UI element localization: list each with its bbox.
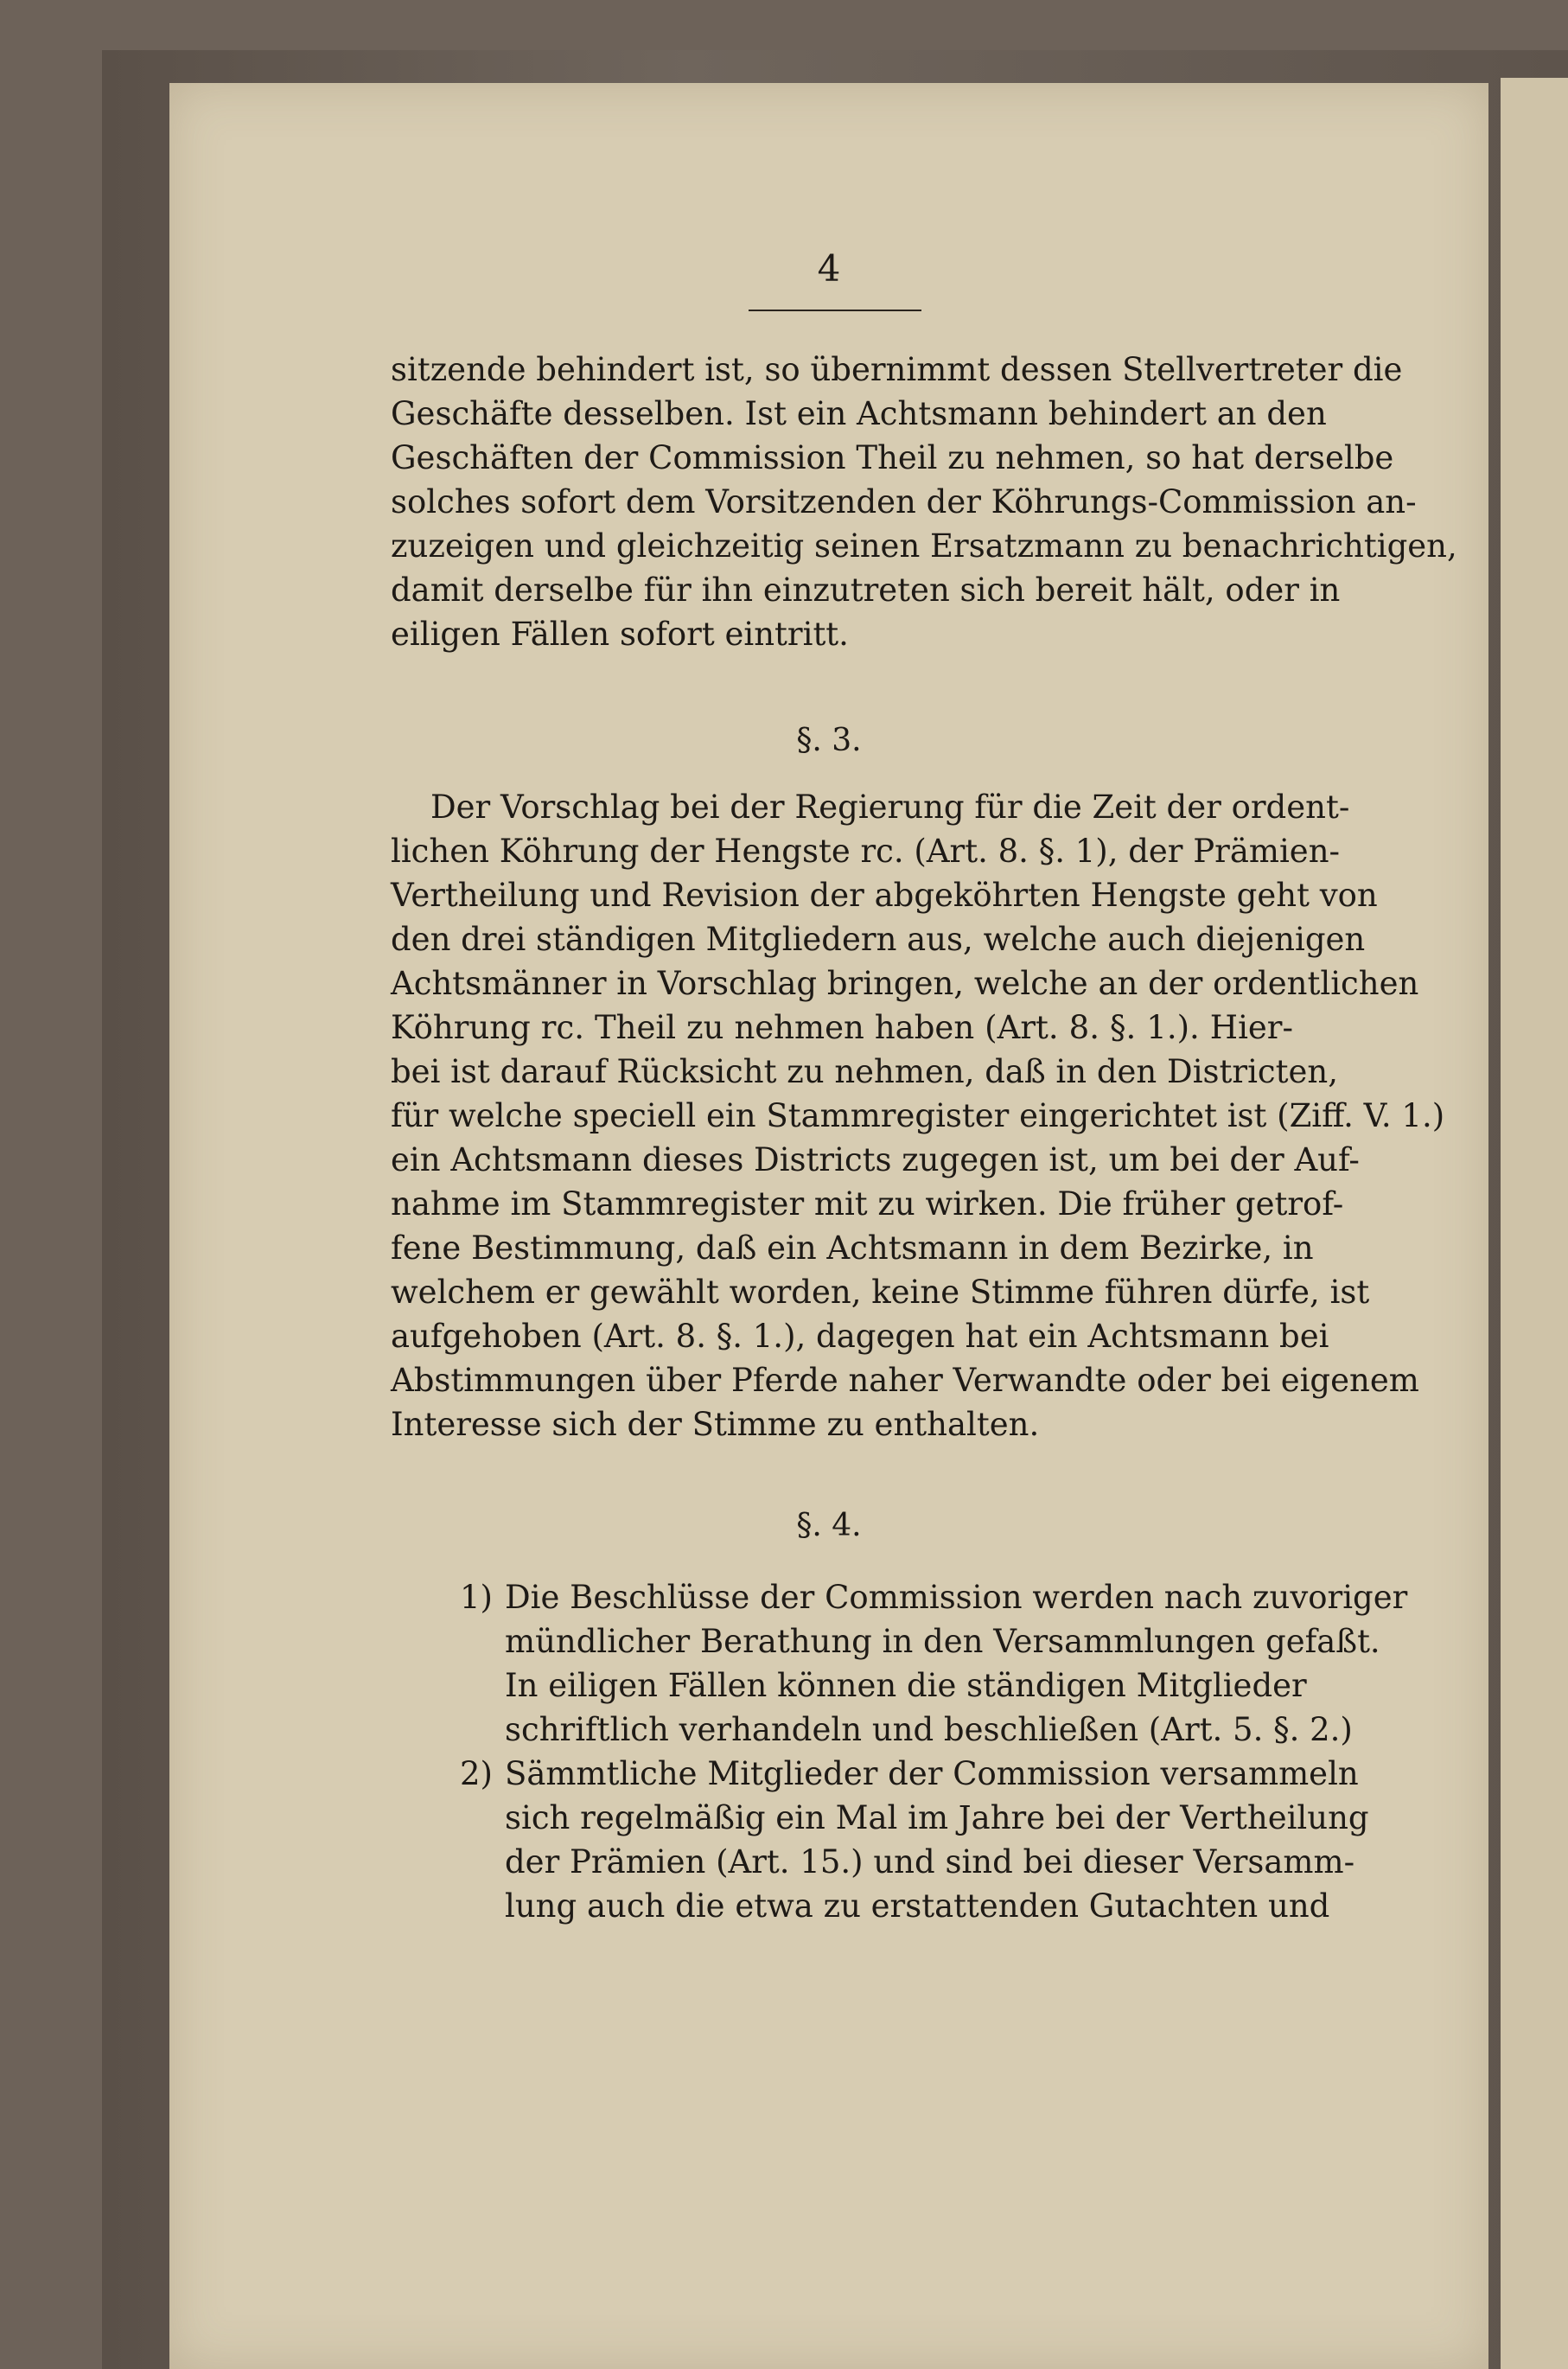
text-line: solches sofort dem Vorsitzenden der Köhrungs-Commission an- [391,483,1417,520]
section-4-heading: §. 4. [796,1508,862,1543]
text-line: Geschäfte desselben. Ist ein Achtsmann behindert an den [391,395,1327,432]
text-line: ein Achtsmann dieses Districts zugegen ist, um bei der Auf- [391,1141,1360,1178]
text-line: lichen Köhrung der Hengste rc. (Art. 8. §. 1), der Prämien- [391,833,1341,870]
section-3-body [391,785,1445,1446]
text-line: Achtsmänner in Vorschlag bringen, welche an der ordentlichen [391,965,1419,1002]
text-line: zuzeigen und gleichzeitig seinen Ersatzmann zu benachrichtigen, [391,527,1457,565]
text-line: bei ist darauf Rücksicht zu nehmen, daß in den Districten, [391,1053,1338,1090]
text-line: damit derselbe für ihn einzutreten sich bereit hält, oder in [391,571,1341,609]
text-line: lung auch die etwa zu erstattenden Gutachten und [505,1887,1330,1925]
text-line: für welche speciell ein Stammregister eingerichtet ist (Ziff. V. 1.) [391,1097,1445,1134]
text-line: schriftlich verhandeln und beschließen (Art. 5. §. 2.) [505,1711,1353,1748]
list-item-number: 1) [460,1579,493,1616]
text-line: sich regelmäßig ein Mal im Jahre bei der Vertheilung [505,1799,1369,1836]
text-line: sitzende behindert ist, so übernimmt dessen Stellvertreter die [391,351,1403,388]
text-line: eiligen Fällen sofort eintritt. [391,616,849,653]
text-line: aufgehoben (Art. 8. §. 1.), dagegen hat ein Achtsmann bei [391,1318,1329,1355]
paragraph-continuation [391,348,1457,656]
list-item-number: 2) [460,1755,493,1792]
text-line: Abstimmungen über Pferde naher Verwandte oder bei eigenem [391,1362,1419,1399]
section-3-heading: §. 3. [796,723,862,758]
text-line: mündlicher Berathung in den Versammlungen gefaßt. [505,1623,1380,1660]
page-number: 4 [817,247,841,290]
page-number-rule [749,310,921,311]
facing-page-edge [1501,78,1568,2369]
text-line: Köhrung rc. Theil zu nehmen haben (Art. 8. §. 1.). Hier- [391,1009,1293,1046]
text-line: fene Bestimmung, daß ein Achtsmann in dem Bezirke, in [391,1229,1314,1267]
text-line: In eiligen Fällen können die ständigen Mitglieder [505,1667,1307,1704]
text-line: der Prämien (Art. 15.) und sind bei dieser Versamm- [505,1843,1355,1881]
text-line: Sämmtliche Mitglieder der Commission versammeln [505,1755,1359,1792]
text-line: Interesse sich der Stimme zu enthalten. [391,1406,1040,1443]
text-line: Geschäften der Commission Theil zu nehmen, so hat derselbe [391,439,1394,476]
text-line: Der Vorschlag bei der Regierung für die Zeit der ordent- [430,789,1350,826]
list-item [432,1575,1408,1752]
list-item-body [505,1575,1408,1752]
text-line: nahme im Stammregister mit zu wirken. Die früher getrof- [391,1185,1344,1223]
text-line: den drei ständigen Mitgliedern aus, welche auch diejenigen [391,921,1366,958]
list-item-body [505,1752,1369,1928]
text-line: welchem er gewählt worden, keine Stimme führen dürfe, ist [391,1274,1370,1311]
section-4-list [432,1575,1408,1928]
text-line: Die Beschlüsse der Commission werden nach zuvoriger [505,1579,1408,1616]
text-line: Vertheilung und Revision der abgeköhrten Hengste geht von [391,877,1378,914]
list-item [432,1752,1369,1928]
